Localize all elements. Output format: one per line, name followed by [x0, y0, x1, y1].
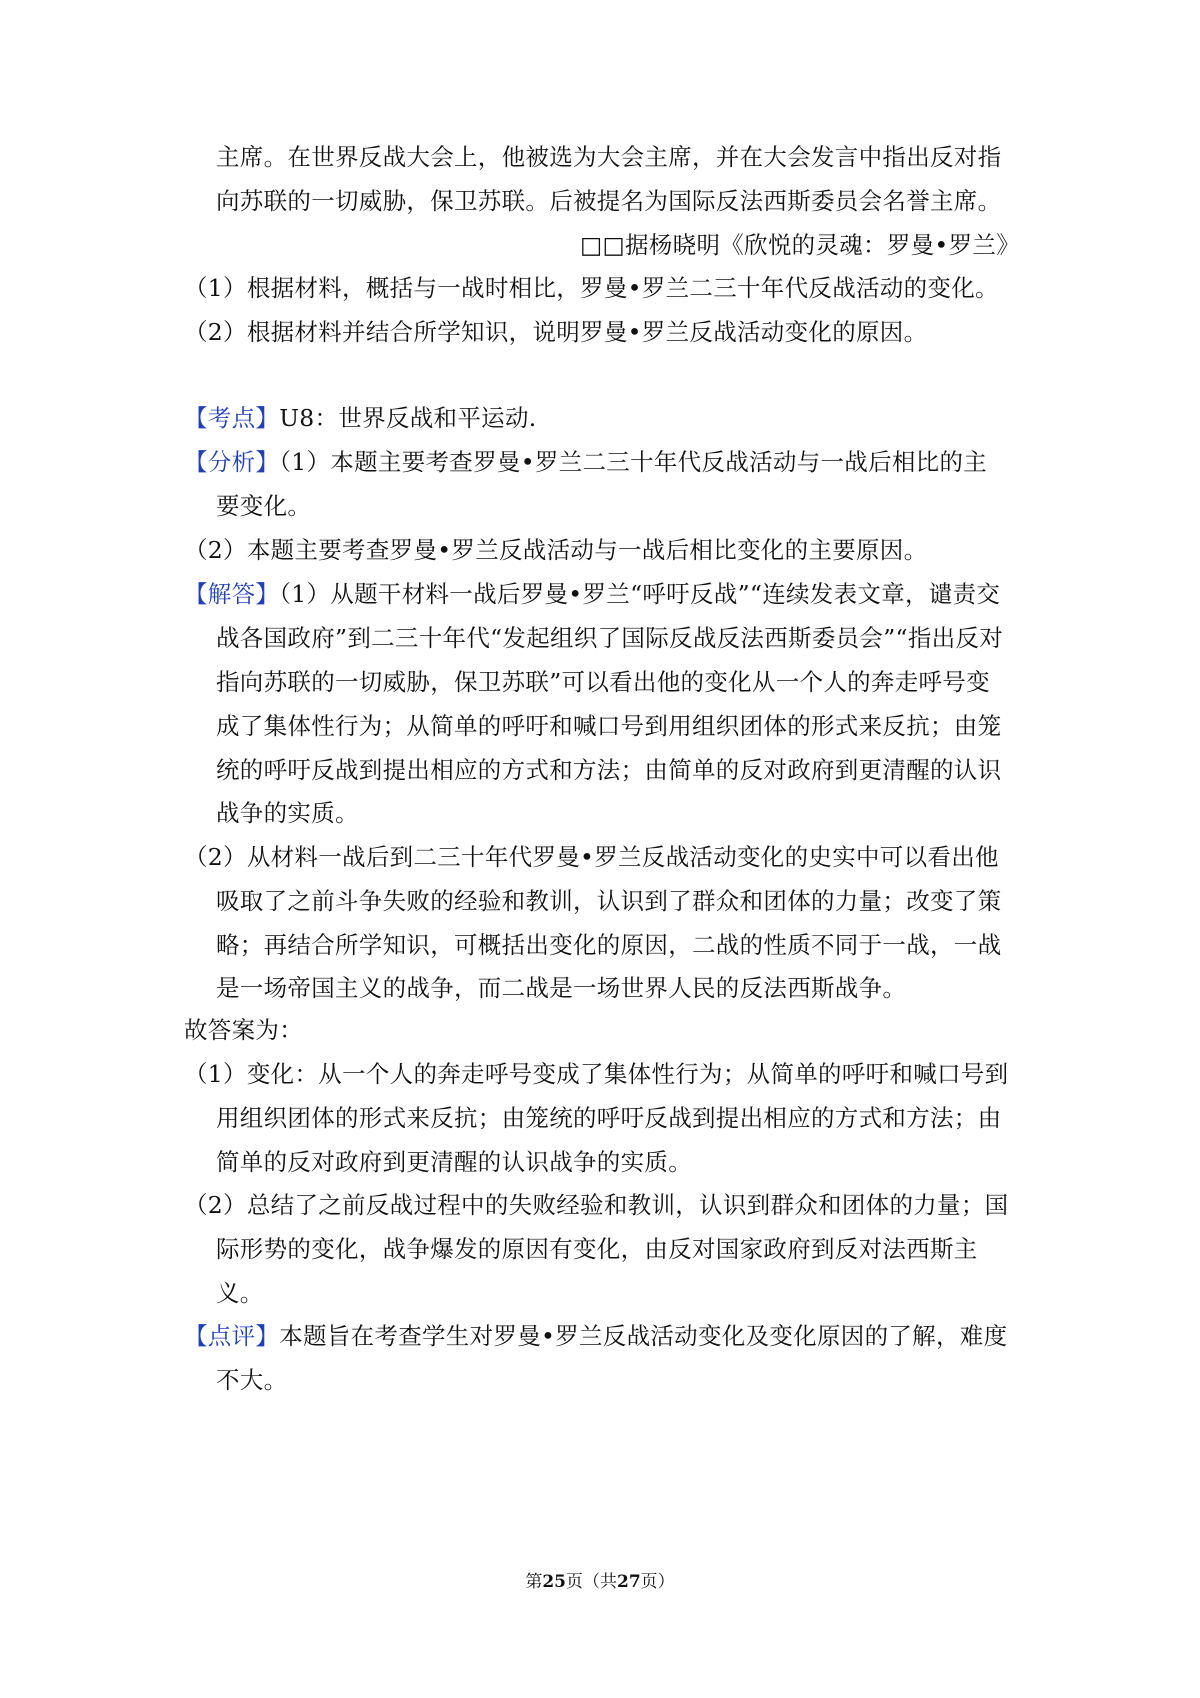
jieda-p2-line-2: 吸取了之前斗争失败的经验和教训，认识到了群众和团体的力量；改变了策 [216, 887, 1002, 915]
jieda-p2-line-4: 是一场帝国主义的战争，而二战是一场世界人民的反法西斯战争。 [216, 974, 907, 1002]
jieda-p2-line-1: （2）从材料一战后到二三十年代罗曼•罗兰反战活动变化的史实中可以看出他 [184, 843, 999, 871]
jieda-text-1: （1）从题干材料一战后罗曼•罗兰“呼吁反战”“连续发表文章，谴责交 [279, 580, 1001, 608]
jieda-line-1 [184, 579, 1000, 609]
footer-total-pages: 27 [617, 1572, 641, 1592]
material-citation: □□据杨晓明《欣悦的灵魂：罗曼•罗兰》 [580, 231, 1020, 259]
jieda-p2-line-3: 略；再结合所学知识，可概括出变化的原因，二战的性质不同于一战，一战 [216, 931, 1002, 959]
answer-1-line-1: （1）变化：从一个人的奔走呼号变成了集体性行为；从简单的呼吁和喊口号到 [184, 1060, 1009, 1088]
answer-intro: 故答案为： [184, 1016, 303, 1044]
answer-1-line-2: 用组织团体的形式来反抗；由笼统的呼吁反战到提出相应的方式和方法；由 [216, 1104, 1002, 1132]
kaodian-tag: 【考点】 [184, 404, 280, 432]
answer-1-line-3: 简单的反对政府到更清醒的认识战争的实质。 [216, 1148, 692, 1176]
kaodian-line [184, 403, 537, 433]
fenxi-line-3: （2）本题主要考查罗曼•罗兰反战活动与一战后相比变化的主要原因。 [184, 536, 928, 564]
answer-2-line-1: （2）总结了之前反战过程中的失败经验和教训，认识到群众和团体的力量；国 [184, 1191, 1009, 1219]
question-2: （2）根据材料并结合所学知识，说明罗曼•罗兰反战活动变化的原因。 [184, 318, 928, 346]
answer-2-line-3: 义。 [216, 1279, 264, 1307]
fenxi-line-1 [184, 447, 987, 477]
footer-suffix: 页） [640, 1572, 675, 1592]
dianping-line-1 [184, 1321, 1007, 1351]
page-footer [0, 1570, 1200, 1594]
jieda-line-5: 统的呼吁反战到提出相应的方式和方法；由简单的反对政府到更清醒的认识 [216, 756, 1002, 784]
material-line-2: 向苏联的一切威胁，保卫苏联。后被提名为国际反法西斯委员会名誉主席。 [216, 187, 1002, 215]
footer-middle: 页（共 [566, 1572, 617, 1592]
fenxi-line-2: 要变化。 [216, 492, 312, 520]
jieda-line-6: 战争的实质。 [216, 799, 359, 827]
jieda-line-3: 指向苏联的一切威胁，保卫苏联”可以看出他的变化从一个人的奔走呼号变 [216, 668, 990, 696]
dianping-line-2: 不大。 [216, 1366, 288, 1394]
jieda-tag: 【解答】 [184, 580, 280, 608]
footer-prefix: 第 [525, 1572, 543, 1592]
material-line-1: 主席。在世界反战大会上，他被选为大会主席，并在大会发言中指出反对指 [216, 143, 1002, 171]
jieda-line-4: 成了集体性行为；从简单的呼吁和喊口号到用组织团体的形式来反抗；由笼 [216, 712, 1002, 740]
jieda-line-2: 战各国政府”到二三十年代“发起组织了国际反战反法西斯委员会”“指出反对 [216, 624, 1004, 652]
footer-page-number: 25 [542, 1572, 566, 1592]
kaodian-text: U8：世界反战和平运动. [279, 404, 537, 432]
question-1: （1）根据材料，概括与一战时相比，罗曼•罗兰二三十年代反战活动的变化。 [184, 274, 999, 302]
dianping-tag: 【点评】 [184, 1322, 280, 1350]
fenxi-text-1: （1）本题主要考查罗曼•罗兰二三十年代反战活动与一战后相比的主 [279, 448, 988, 476]
fenxi-tag: 【分析】 [184, 448, 280, 476]
dianping-text-1: 本题旨在考查学生对罗曼•罗兰反战活动变化及变化原因的了解，难度 [279, 1322, 1008, 1350]
answer-2-line-2: 际形势的变化，战争爆发的原因有变化，由反对国家政府到反对法西斯主 [216, 1235, 978, 1263]
